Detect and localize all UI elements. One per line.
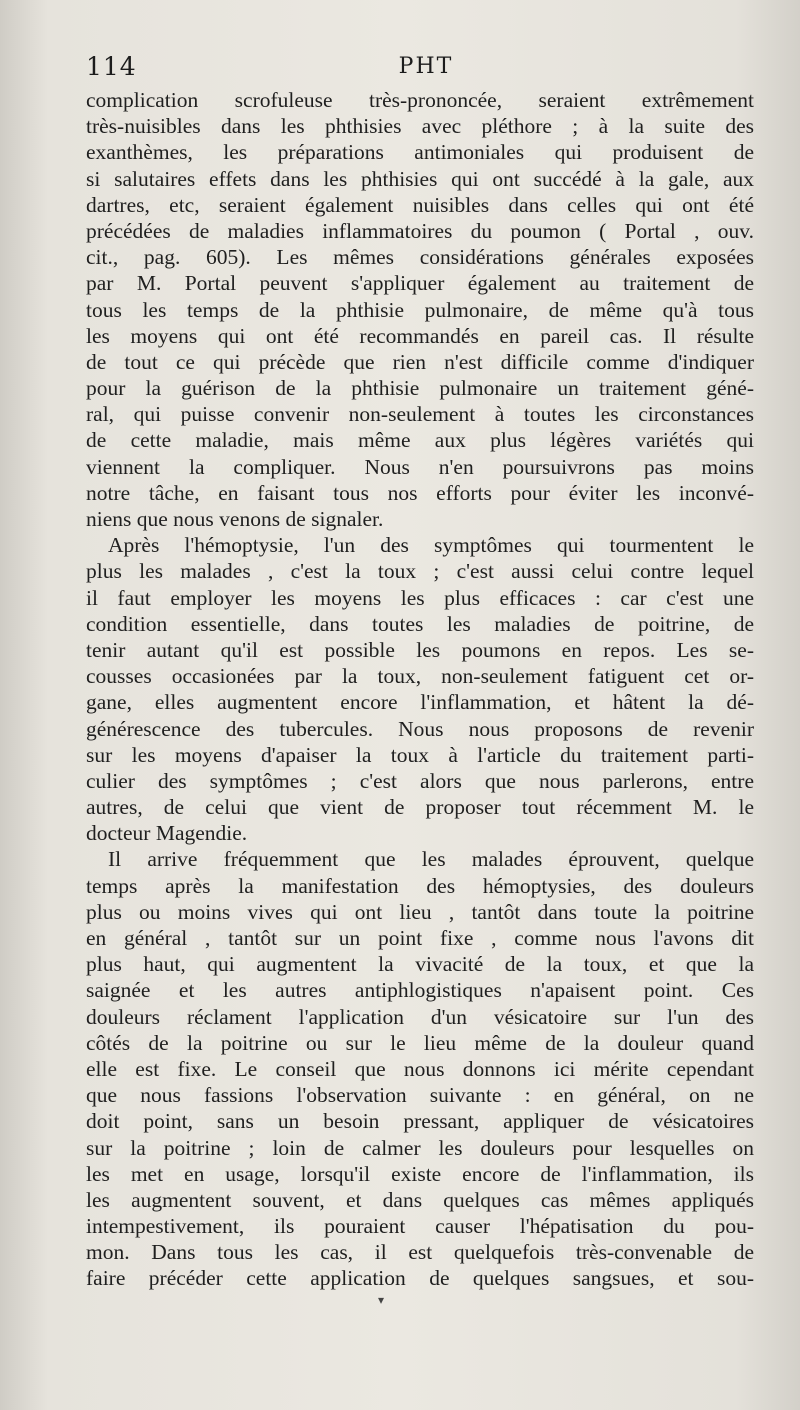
text-line: plus haut, qui augmentent la vivacité de la toux, et que la (86, 952, 754, 977)
text-line: culier des symptômes ; c'est alors que nous parlerons, entre (86, 768, 754, 793)
text-line: douleurs réclament l'application d'un vésicatoire sur l'un des (86, 1004, 754, 1029)
text-line: condition essentielle, dans toutes les maladies de poitrine, de (86, 611, 754, 636)
page-number: 114 (86, 52, 137, 81)
body-text (86, 87, 754, 1292)
text-line: dartres, etc, seraient également nuisibles dans celles qui ont été (86, 192, 754, 217)
text-line: docteur Magendie. (86, 821, 248, 846)
text-line: tous les temps de la phthisie pulmonaire, de même qu'à tous (86, 297, 754, 322)
text-line: gane, elles augmentent encore l'inflammation, et hâtent la dé- (86, 690, 754, 715)
text-line: sur les moyens d'apaiser la toux à l'article du traitement parti- (86, 742, 754, 767)
text-line: plus ou moins vives qui ont lieu , tantôt dans toute la poitrine (86, 899, 754, 924)
text-line: intempestivement, ils pouraient causer l'hépatisation du pou- (86, 1214, 754, 1239)
text-line: de tout ce qui précède que rien n'est difficile comme d'indiquer (86, 349, 754, 374)
paragraph (86, 532, 754, 846)
text-line: elle est fixe. Le conseil que nous donnons ici mérite cependant (86, 1056, 754, 1081)
text-line: saignée et les autres antiphlogistiques n'apaisent point. Ces (86, 978, 754, 1003)
text-line: notre tâche, en faisant tous nos efforts pour éviter les inconvé- (86, 480, 754, 505)
text-line: cousses occasionées par la toux, non-seulement fatiguent cet or- (86, 664, 754, 689)
text-line: côtés de la poitrine ou sur le lieu même de la douleur quand (86, 1030, 754, 1055)
text-line: cit., pag. 605). Les mêmes considérations générales exposées (86, 245, 754, 270)
text-line: par M. Portal peuvent s'appliquer également au traitement de (86, 271, 754, 296)
text-line: générescence des tubercules. Nous nous proposons de revenir (86, 716, 754, 741)
text-line: pour la guérison de la phthisie pulmonaire un traitement géné- (86, 376, 754, 401)
text-line: niens que nous venons de signaler. (86, 507, 384, 531)
paragraph (86, 87, 754, 532)
text-line: mon. Dans tous les cas, il est quelquefois très-convenable de (86, 1240, 754, 1265)
text-line: complication scrofuleuse très-prononcée, seraient extrêmement (86, 88, 754, 112)
running-head: PHT (398, 54, 454, 79)
text-line: doit point, sans un besoin pressant, appliquer de vésicatoires (86, 1109, 754, 1134)
text-line: les moyens qui ont été recommandés en pareil cas. Il résulte (86, 323, 754, 348)
text-line: faire précéder cette application de quelques sangsues, et sou- (86, 1266, 754, 1291)
text-line: que nous fassions l'observation suivante : en général, on ne (86, 1083, 754, 1108)
text-line: il faut employer les moyens les plus efficaces : car c'est une (86, 585, 754, 610)
printer-mark: ▾ (378, 1293, 385, 1307)
text-line: précédées de maladies inflammatoires du poumon ( Portal , ouv. (86, 218, 754, 243)
page-header (86, 52, 754, 86)
text-line: de cette maladie, mais même aux plus légères variétés qui (86, 428, 754, 453)
text-line: exanthèmes, les préparations antimoniales qui produisent de (86, 140, 754, 165)
text-line: ral, qui puisse convenir non-seulement à toutes les circonstances (86, 402, 754, 427)
text-line: autres, de celui que vient de proposer tout récemment M. le (86, 795, 754, 820)
text-line: très-nuisibles dans les phthisies avec pléthore ; à la suite des (86, 114, 754, 139)
paragraph (86, 846, 754, 1291)
text-line: les met en usage, lorsqu'il existe encore de l'inflammation, ils (86, 1161, 754, 1186)
text-line: temps après la manifestation des hémoptysies, des douleurs (86, 873, 754, 898)
text-line: Après l'hémoptysie, l'un des symptômes qui tourmentent le (108, 533, 754, 558)
text-line: si salutaires effets dans les phthisies qui ont succédé à la gale, aux (86, 166, 754, 191)
text-line: plus les malades , c'est la toux ; c'est aussi celui contre lequel (86, 559, 754, 584)
text-line: sur la poitrine ; loin de calmer les douleurs pour lesquelles on (86, 1135, 754, 1160)
text-line: tenir autant qu'il est possible les poumons en repos. Les se- (86, 637, 754, 662)
text-line: Il arrive fréquemment que les malades éprouvent, quelque (108, 847, 754, 872)
text-line: viennent la compliquer. Nous n'en poursuivrons pas moins (86, 454, 754, 479)
text-line: les augmentent souvent, et dans quelques cas mêmes appliqués (86, 1187, 754, 1212)
text-line: en général , tantôt sur un point fixe , comme nous l'avons dit (86, 926, 754, 950)
